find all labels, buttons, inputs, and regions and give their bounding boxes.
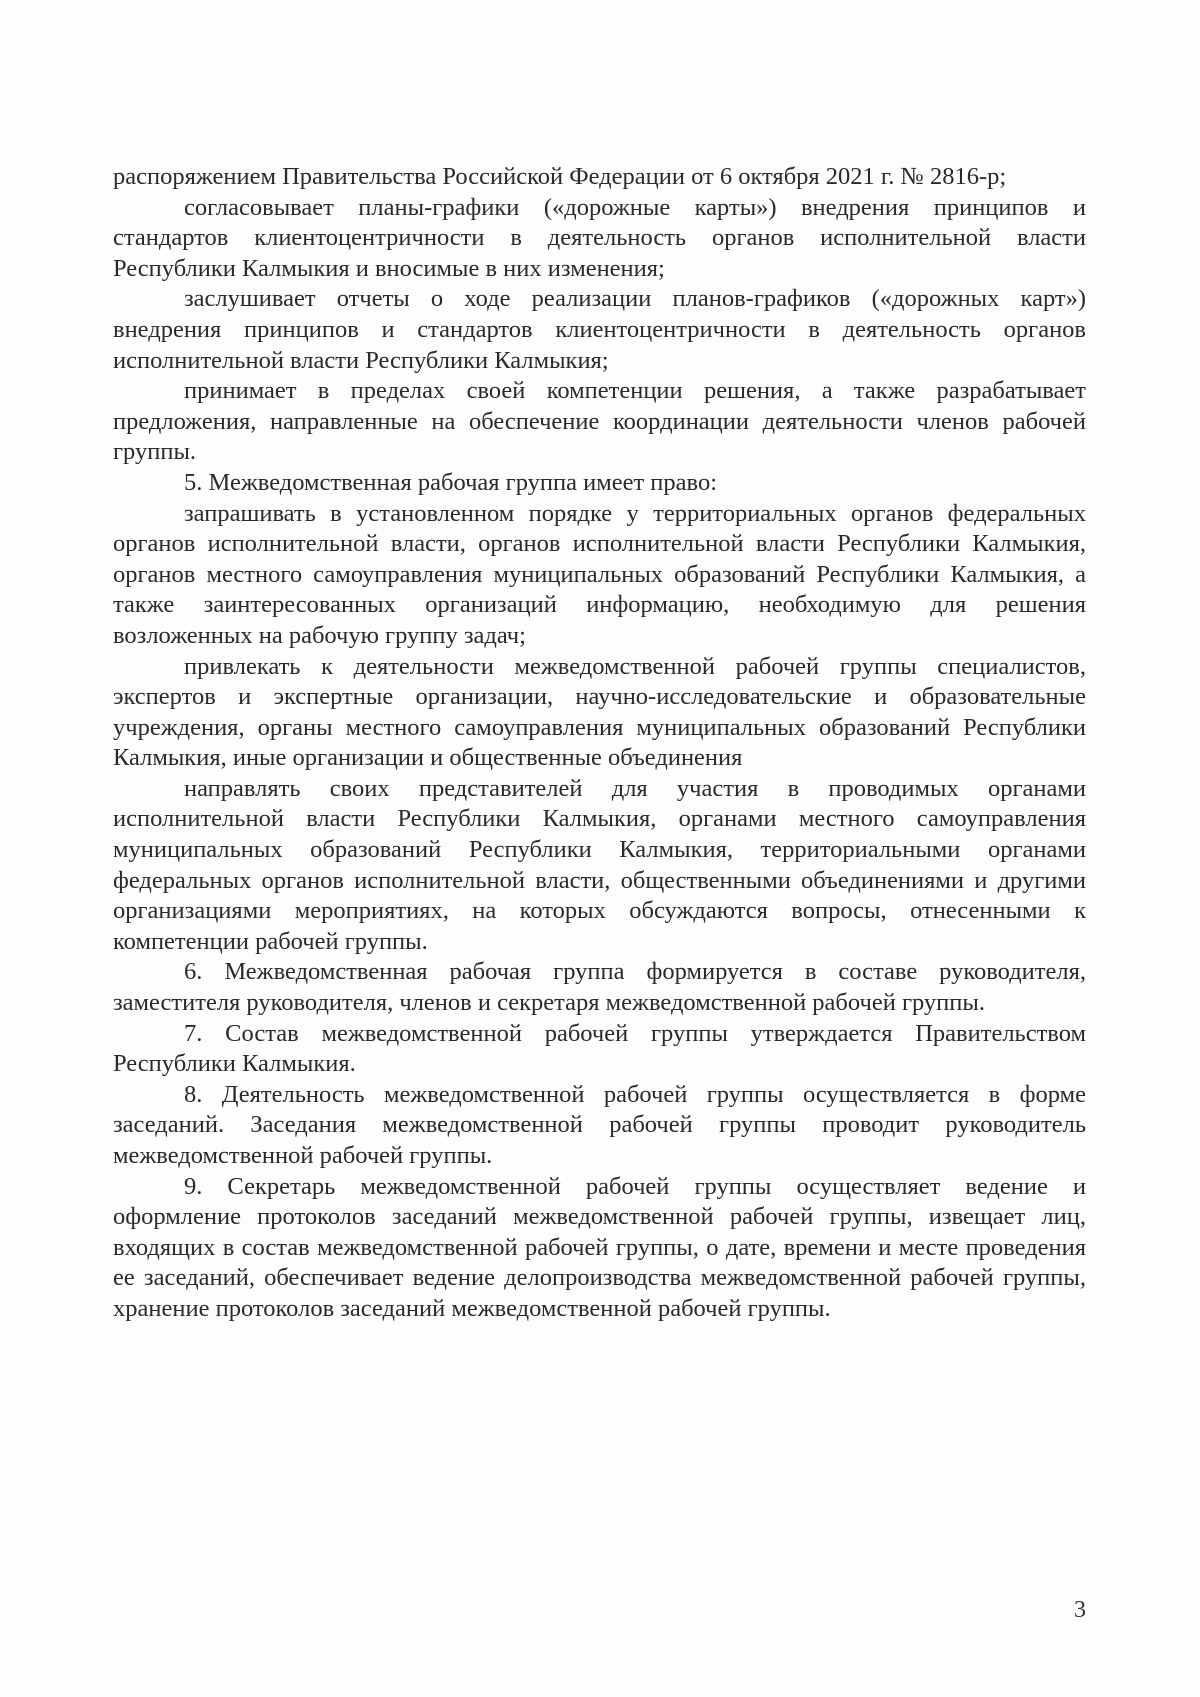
paragraph: согласовывает планы-графики («дорожные карты») внедрения принципов и стандартов клиентоцентричности в деятельность органов исполнительной власти Республики Калмыкия и вносимые в них изменения; [113,193,1086,282]
paragraph: 5. Межведомственная рабочая группа имеет право: [184,468,717,496]
document-body [113,162,1086,1325]
paragraph: принимает в пределах своей компетенции решения, а также разрабатывает предложения, направленные на обеспечение координации деятельности членов рабочей группы. [113,377,1086,466]
paragraph: распоряжением Правительства Российской Федерации от 6 октября 2021 г. № 2816-р; [113,163,1007,190]
paragraph: заслушивает отчеты о ходе реализации планов-графиков («дорожных карт») внедрения принципов и стандартов клиентоцентричности в деятельность органов исполнительной власти Республики Калмыкия; [113,285,1086,374]
paragraph: 8. Деятельность межведомственной рабочей группы осуществляется в форме заседаний. Заседания межведомственной рабочей группы проводит руководитель межведомственной рабочей группы. [113,1080,1086,1169]
paragraph: запрашивать в установленном порядке у территориальных органов федеральных органов исполнительной власти, органов исполнительной власти Республики Калмыкия, органов местного самоуправления муниципальных образований Республики Калмыкия, а также заинтересованных организаций информацию, необходимую для решения возложенных на рабочую группу задач; [113,499,1086,649]
paragraph: 7. Состав межведомственной рабочей группы утверждается Правительством Республики Калмыкия. [113,1019,1086,1078]
paragraph: 6. Межведомственная рабочая группа формируется в составе руководителя, заместителя руководителя, членов и секретаря межведомственной рабочей группы. [113,958,1086,1017]
paragraph: привлекать к деятельности межведомственной рабочей группы специалистов, экспертов и экспертные организации, научно-исследовательские и образовательные учреждения, органы местного самоуправления муниципальных образований Республики Калмыкия, иные организации и общественные объединения [113,652,1086,772]
page-number: 3 [1074,1597,1086,1623]
paragraph: направлять своих представителей для участия в проводимых органами исполнительной власти Республики Калмыкия, органами местного самоуправления муниципальных образований Республики Калмыкия, территориальными органами федеральных органов исполнительной власти, общественными объединениями и другими организациями мероприятиях, на которых обсуждаются вопросы, отнесенными к компетенции рабочей группы. [113,774,1086,955]
paragraph: 9. Секретарь межведомственной рабочей группы осуществляет ведение и оформление протоколов заседаний межведомственной рабочей группы, извещает лиц, входящих в состав межведомственной рабочей группы, о дате, времени и месте проведения ее заседаний, обеспечивает ведение делопроизводства межведомственной рабочей группы, хранение протоколов заседаний межведомственной рабочей группы. [113,1172,1086,1322]
